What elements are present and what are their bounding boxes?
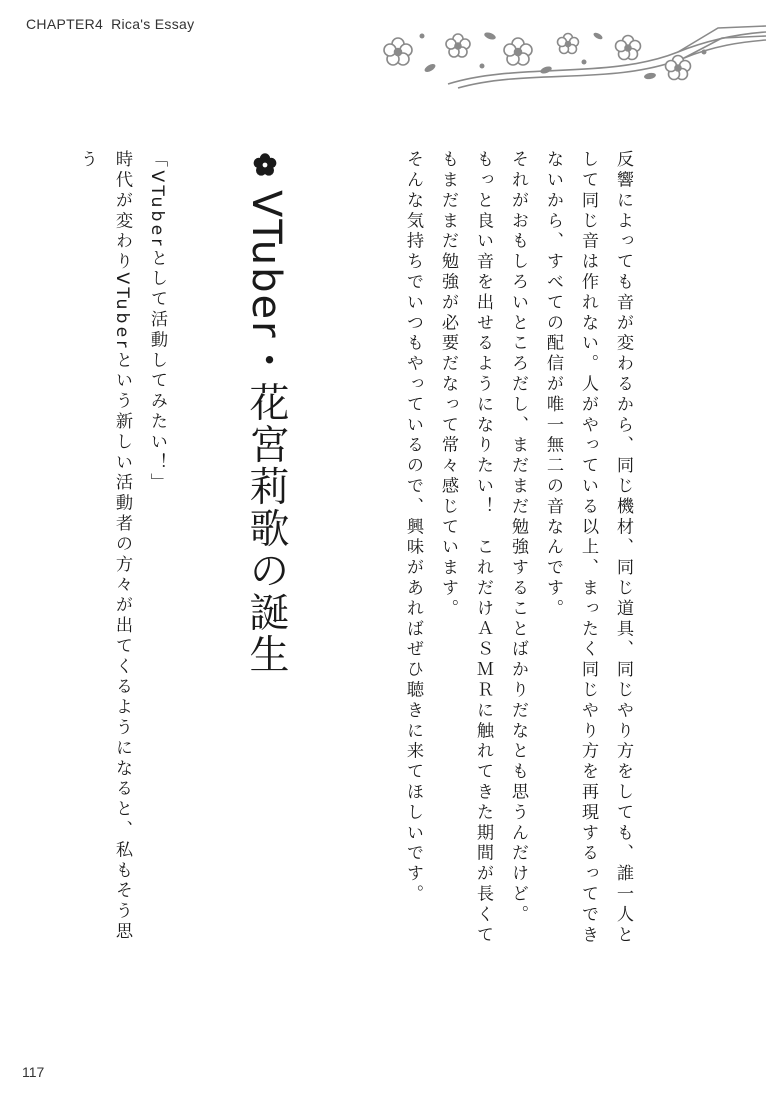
chapter-title: Rica's Essay [111,16,195,32]
section-paragraph-1: 「VTuberとして活動してみたい！」 [147,150,167,494]
section-body [77,150,174,950]
essay-body [380,150,640,950]
page-number: 117 [22,1064,45,1080]
body-paragraph-3: もっと良い音を出せるようになりたい！ これだけＡＳＭＲに触れてきた期間が長くてもまだまだ勉強が必要だなって常々感じています。 [438,150,493,946]
flower-bullet-icon [252,152,278,178]
chapter-label: CHAPTER4 [26,16,104,32]
section-title: VTuber・花宮莉歌の誕生 [243,190,289,676]
body-paragraph-4: そんな気持ちでいつもやっているので、興味があればぜひ聴きに来てほしいです。 [403,150,423,905]
section-heading [230,150,290,676]
floral-ribbon-decoration [378,22,768,92]
section-paragraph-2: 時代が変わりVTuberという新しい活動者の方々が出てくるようになると、私もそう思う [77,150,132,943]
running-header [26,16,194,32]
body-paragraph-1: 反響によっても音が変わるから、同じ機材、同じ道具、同じやり方をしても、誰一人として同じ音は作れない。人がやっている以上、まったく同じやり方を再現するってできないから、すべての配信が唯一無二の音なんです。 [543,150,633,946]
body-paragraph-2: それがおもしろいところだし、まだまだ勉強することばかりだなとも思うんだけど。 [508,150,528,926]
